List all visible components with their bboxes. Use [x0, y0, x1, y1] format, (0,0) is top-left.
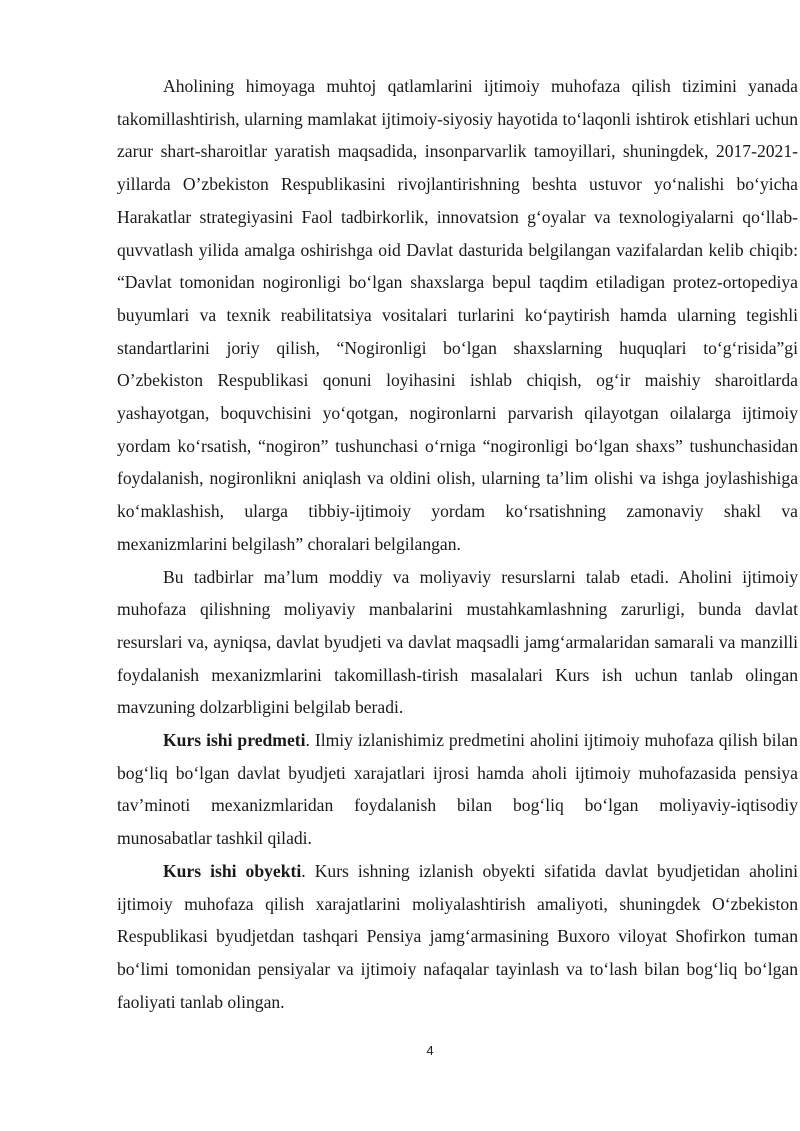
- paragraph: [117, 724, 798, 855]
- paragraph-text: . Kurs ishning izlanish obyekti sifatida davlat byudjetidan aholini ijtimoiy muhofaza qilish xarajatlarini moliyalashtirish amaliyoti, shuningdek O‘zbekiston Respublikasi byudjetdan tashqari Pensiya jamg‘armasining Buxoro viloyat Shofirkon tuman bo‘limi tomonidan pensiyalar va ijtimoiy nafaqalar tayinlash va to‘lash bilan bog‘liq bo‘lgan faoliyati tanlab olingan.: [117, 860, 798, 1012]
- paragraph-text: Aholining himoyaga muhtoj qatlamlarini ijtimoiy muhofaza qilish tizimini yanada takomillashtirish, ularning mamlakat ijtimoiy-siyosiy hayotida to‘laqonli ishtirok etishlari uchun zarur shart-sharoitlar yaratish maqsadida, insonparvarlik tamoyillari, shuningdek, 2017-2021-yillarda O’zbekiston Respublikasini rivojlantirishning beshta ustuvor yo‘nalishi bo‘yicha Harakatlar strategiyasini Faol tadbirkorlik, innovatsion g‘oyalar va texnologiyalarni qo‘llab-quvvatlash yilida amalga oshirishga oid Davlat dasturida belgilangan vazifalardan kelib chiqib: “Davlat tomonidan nogironligi bo‘lgan shaxslarga bepul taqdim etiladigan protez-ortopediya buyumlari va texnik reabilitatsiya vositalari turlarini ko‘paytirish hamda ularning tegishli standartlarini joriy qilish, “Nogironligi bo‘lgan shaxslarning huquqlari to‘g‘risida”gi O’zbekiston Respublikasi qonuni loyihasini ishlab chiqish, og‘ir maishiy sharoitlarda yashayotgan, boquvchisini yo‘qotgan, nogironlarni parvarish qilayotgan oilalarga ijtimoiy yordam ko‘rsatish, “nogiron” tushunchasi o‘rniga “nogironligi bo‘lgan shaxs” tushunchasidan foydalanish, nogironlikni aniqlash va oldini olish, ularning ta’lim olishi va ishga joylashishiga ko‘maklashish, ularga tibbiy-ijtimoiy yordam ko‘rsatishning zamonaviy shakl va mexanizmlarini belgilash” choralari belgilangan.: [117, 76, 798, 554]
- paragraph: [117, 70, 798, 561]
- paragraph-text: Bu tadbirlar ma’lum moddiy va moliyaviy resurslarni talab etadi. Aholini ijtimoiy muhofaza qilishning moliyaviy manbalarini mustahkamlashning zarurligi, bunda davlat resurslari va, ayniqsa, davlat byudjeti va davlat maqsadli jamg‘armalaridan samarali va manzilli foydalanish mexanizmlarini takomillash-tirish masalalari Kurs ish uchun tanlab olingan mavzuning dolzarbligini belgilab beradi.: [117, 566, 798, 718]
- paragraph-text: . Ilmiy izlanishimiz predmetini aholini ijtimoiy muhofaza qilish bilan bog‘liq bo‘lgan davlat byudjeti xarajatlari ijrosi hamda aholi ijtimoiy muhofazasida pensiya tav’minoti mexanizmlaridan foydalanish bilan bog‘liq bo‘lgan moliyaviy-iqtisodiy munosabatlar tashkil qiladi.: [117, 730, 798, 849]
- paragraph: [117, 855, 798, 1019]
- paragraph-heading: Kurs ishi predmeti: [163, 730, 306, 751]
- page-number: 4: [426, 1043, 434, 1058]
- paragraph: [117, 561, 798, 725]
- paragraph-heading: Kurs ishi obyekti: [163, 860, 302, 881]
- document-body: [117, 70, 798, 1018]
